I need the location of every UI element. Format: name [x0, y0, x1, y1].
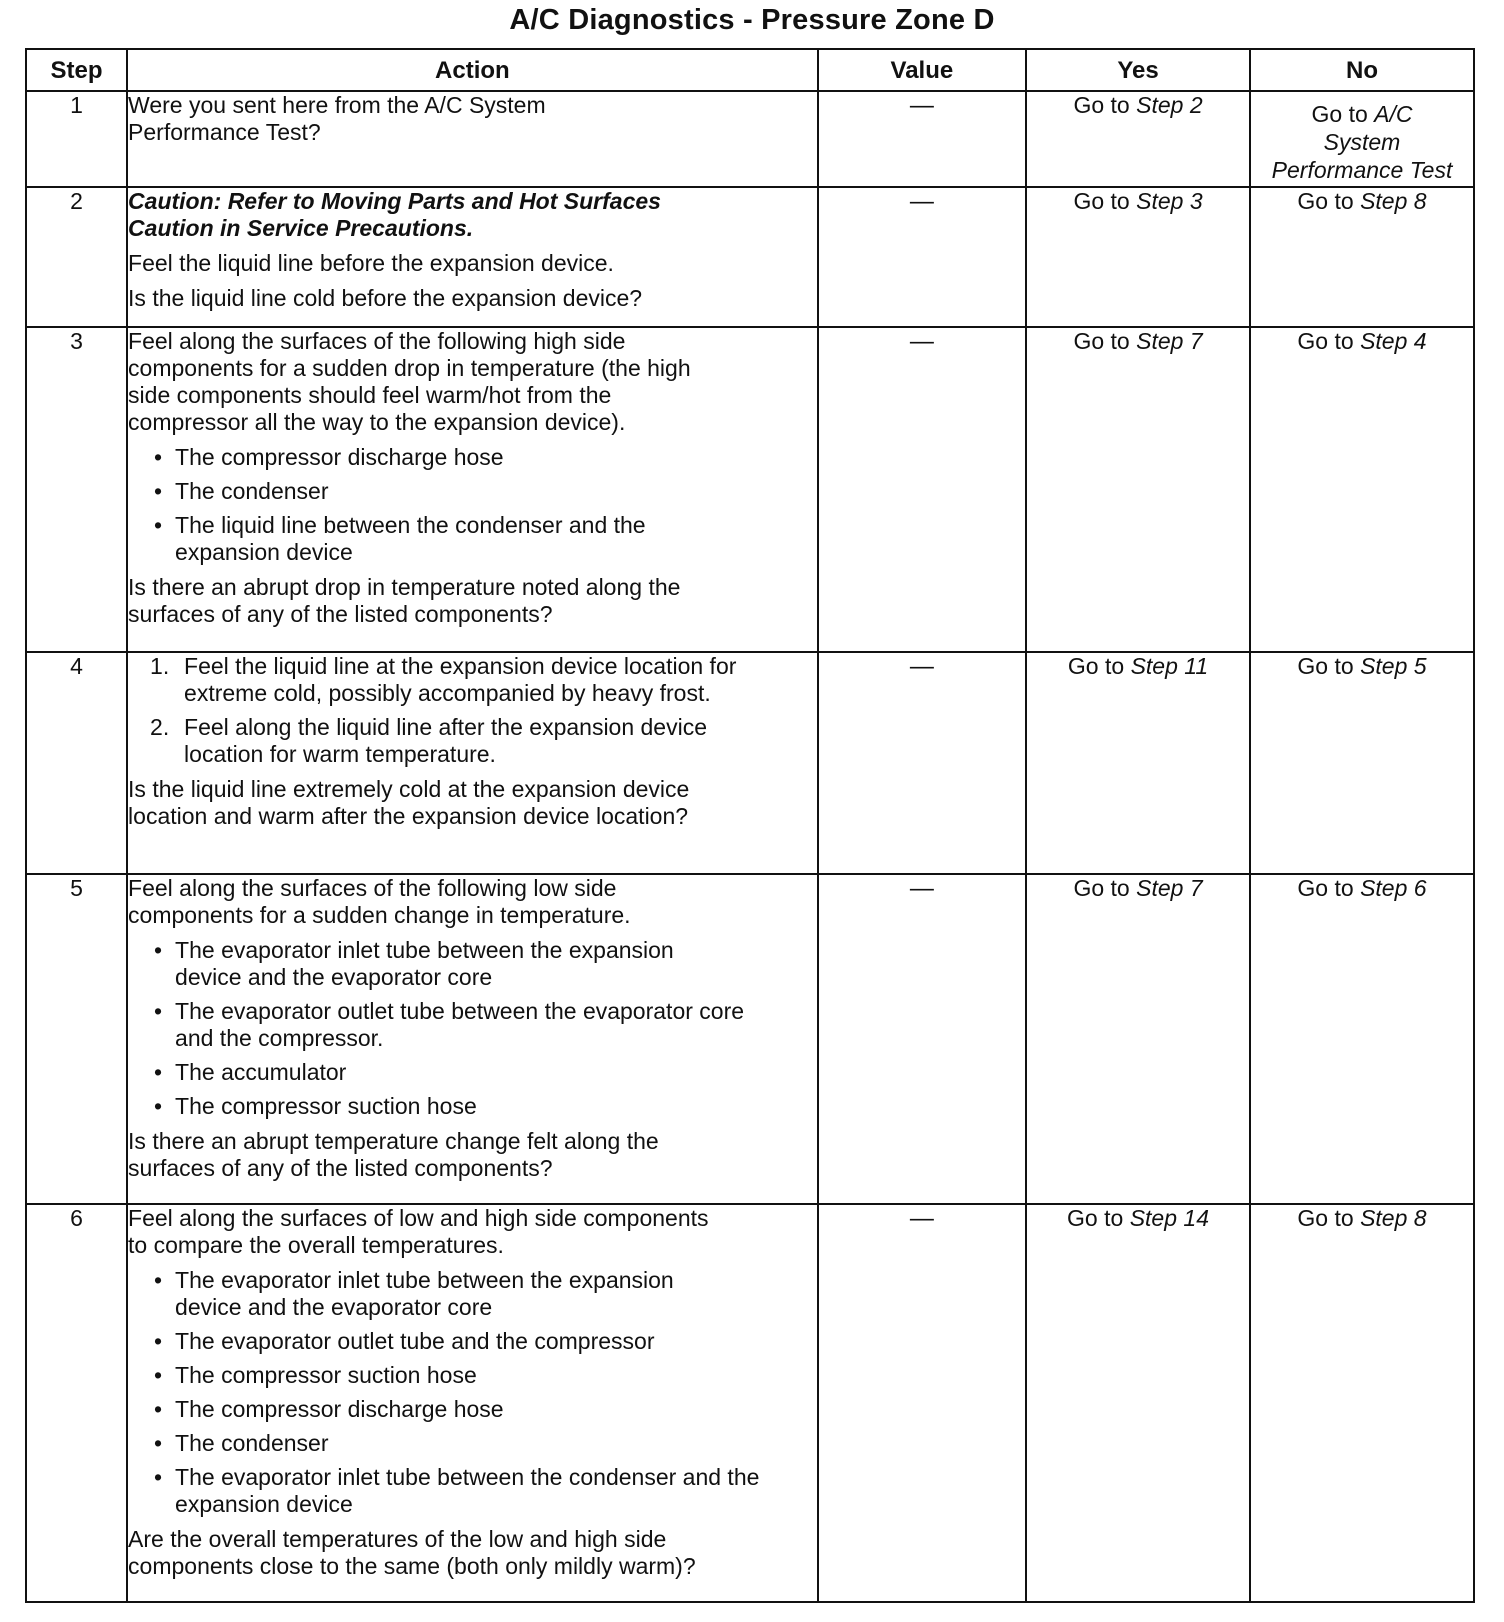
value-cell [818, 327, 1026, 652]
header-step: Step [26, 49, 127, 91]
goto-step-link[interactable]: Step 3 [1136, 188, 1203, 214]
component-list [128, 444, 817, 566]
list-item: 1. Feel the liquid line at the expansion device location for extreme cold, possibly accompanied by heavy frost. [150, 653, 737, 706]
yes-cell [1026, 187, 1250, 327]
procedure-list [128, 653, 817, 768]
list-item: • The condenser [154, 1430, 817, 1457]
action-cell [127, 1204, 818, 1602]
value-dash: — [909, 92, 934, 119]
goto-step-link[interactable]: Step 14 [1129, 1205, 1209, 1231]
question-text: Is the liquid line cold before the expansion device? [128, 285, 643, 311]
goto-prefix: Go to [1311, 101, 1375, 127]
action-cell [127, 327, 818, 652]
goto-prefix: Go to [1073, 188, 1137, 214]
goto-test-link-line2[interactable]: System [1323, 129, 1401, 155]
goto-step-link[interactable]: Step 2 [1136, 92, 1203, 118]
list-item: • The evaporator outlet tube between the evaporator core and the compressor. [154, 998, 755, 1052]
question-text: Is the liquid line extremely cold at the expansion device location and warm after the expansion device location? [128, 776, 690, 829]
goto-prefix: Go to [1297, 1205, 1361, 1231]
list-item: • The evaporator inlet tube between the expansion device and the evaporator core [154, 937, 745, 991]
goto-prefix: Go to [1297, 188, 1361, 214]
value-dash: — [909, 188, 934, 215]
yes-cell [1026, 874, 1250, 1204]
action-text: Were you sent here from the A/C System [128, 92, 546, 118]
table-row [26, 91, 1474, 187]
action-cell [127, 187, 818, 327]
step-number: 2 [26, 187, 127, 327]
goto-step-link[interactable]: Step 7 [1136, 328, 1203, 354]
list-item: • The compressor suction hose [154, 1362, 817, 1389]
list-item: • The compressor suction hose [154, 1093, 817, 1120]
no-cell [1250, 327, 1474, 652]
goto-prefix: Go to [1073, 875, 1137, 901]
value-cell [818, 652, 1026, 874]
header-action: Action [127, 49, 818, 91]
goto-step-link[interactable]: Step 11 [1130, 653, 1209, 679]
page-title: A/C Diagnostics - Pressure Zone D [509, 4, 995, 36]
header-row [26, 49, 1474, 91]
goto-step-link[interactable]: Step 6 [1360, 875, 1427, 901]
no-cell [1250, 874, 1474, 1204]
header-no: No [1250, 49, 1474, 91]
no-cell [1250, 1204, 1474, 1602]
value-cell [818, 1204, 1026, 1602]
list-item: • The evaporator outlet tube and the compressor [154, 1328, 817, 1355]
action-cell [127, 874, 818, 1204]
table-row [26, 187, 1474, 327]
value-cell [818, 187, 1026, 327]
goto-step-link[interactable]: Step 8 [1360, 188, 1427, 214]
goto-prefix: Go to [1297, 875, 1361, 901]
value-dash: — [909, 1205, 934, 1232]
table-row [26, 652, 1474, 874]
value-cell [818, 91, 1026, 187]
component-list [128, 1267, 817, 1518]
goto-prefix: Go to [1067, 653, 1131, 679]
table-row [26, 874, 1474, 1204]
step-number: 5 [26, 874, 127, 1204]
step-number: 1 [26, 91, 127, 187]
step-number: 4 [26, 652, 127, 874]
yes-cell [1026, 1204, 1250, 1602]
yes-cell [1026, 327, 1250, 652]
goto-prefix: Go to [1073, 92, 1137, 118]
goto-test-link-line3[interactable]: Performance Test [1271, 157, 1453, 183]
question-text: Is there an abrupt temperature change felt along the surfaces of any of the listed components? [128, 1128, 659, 1181]
goto-step-link[interactable]: Step 8 [1360, 1205, 1427, 1231]
goto-step-link[interactable]: Step 5 [1360, 653, 1427, 679]
list-item: • The evaporator inlet tube between the condenser and the expansion device [154, 1464, 775, 1518]
action-cell [127, 91, 818, 187]
goto-step-link[interactable]: Step 4 [1360, 328, 1427, 354]
table-row [26, 1204, 1474, 1602]
list-item: • The evaporator inlet tube between the expansion device and the evaporator core [154, 1267, 745, 1321]
table-row [26, 327, 1474, 652]
list-item: • The accumulator [154, 1059, 817, 1086]
action-text: Feel along the surfaces of low and high side components to compare the overall temperatures. [128, 1205, 709, 1258]
header-yes: Yes [1026, 49, 1250, 91]
step-number: 6 [26, 1204, 127, 1602]
component-list [128, 937, 817, 1120]
value-cell [818, 874, 1026, 1204]
caution-text: Caution: Refer to Moving Parts and Hot Surfaces Caution in Service Precautions. [128, 188, 661, 241]
no-cell [1250, 187, 1474, 327]
goto-prefix: Go to [1067, 1205, 1130, 1231]
list-item: • The compressor discharge hose [154, 1396, 817, 1423]
action-text: Feel along the surfaces of the following high side components for a sudden drop in temperature (the high side components should feel warm/hot from the compressor all the way to the expansion device). [128, 328, 691, 435]
no-cell [1250, 91, 1474, 187]
value-dash: — [909, 653, 934, 680]
value-dash: — [909, 875, 934, 902]
yes-cell [1026, 91, 1250, 187]
action-text: Performance Test? [128, 119, 321, 145]
value-dash: — [909, 328, 934, 355]
action-text: Feel along the surfaces of the following low side components for a sudden change in temperature. [128, 875, 631, 928]
step-number: 3 [26, 327, 127, 652]
yes-cell [1026, 652, 1250, 874]
list-item: • The liquid line between the condenser and the expansion device [154, 512, 695, 566]
goto-prefix: Go to [1073, 328, 1137, 354]
action-cell [127, 652, 818, 874]
goto-step-link[interactable]: Step 7 [1136, 875, 1203, 901]
list-item: • The condenser [154, 478, 817, 505]
list-item: 2. Feel along the liquid line after the expansion device location for warm temperature. [150, 714, 708, 767]
question-text: Is there an abrupt drop in temperature noted along the surfaces of any of the listed components? [128, 574, 681, 627]
goto-prefix: Go to [1297, 328, 1361, 354]
action-text: Feel the liquid line before the expansion device. [128, 250, 614, 276]
question-text: Are the overall temperatures of the low and high side components close to the same (both only mildly warm)? [128, 1526, 696, 1579]
no-cell [1250, 652, 1474, 874]
diagnostics-table [25, 48, 1475, 1603]
header-value: Value [818, 49, 1026, 91]
goto-test-link[interactable]: A/C [1374, 101, 1413, 127]
list-item: • The compressor discharge hose [154, 444, 817, 471]
goto-prefix: Go to [1297, 653, 1361, 679]
